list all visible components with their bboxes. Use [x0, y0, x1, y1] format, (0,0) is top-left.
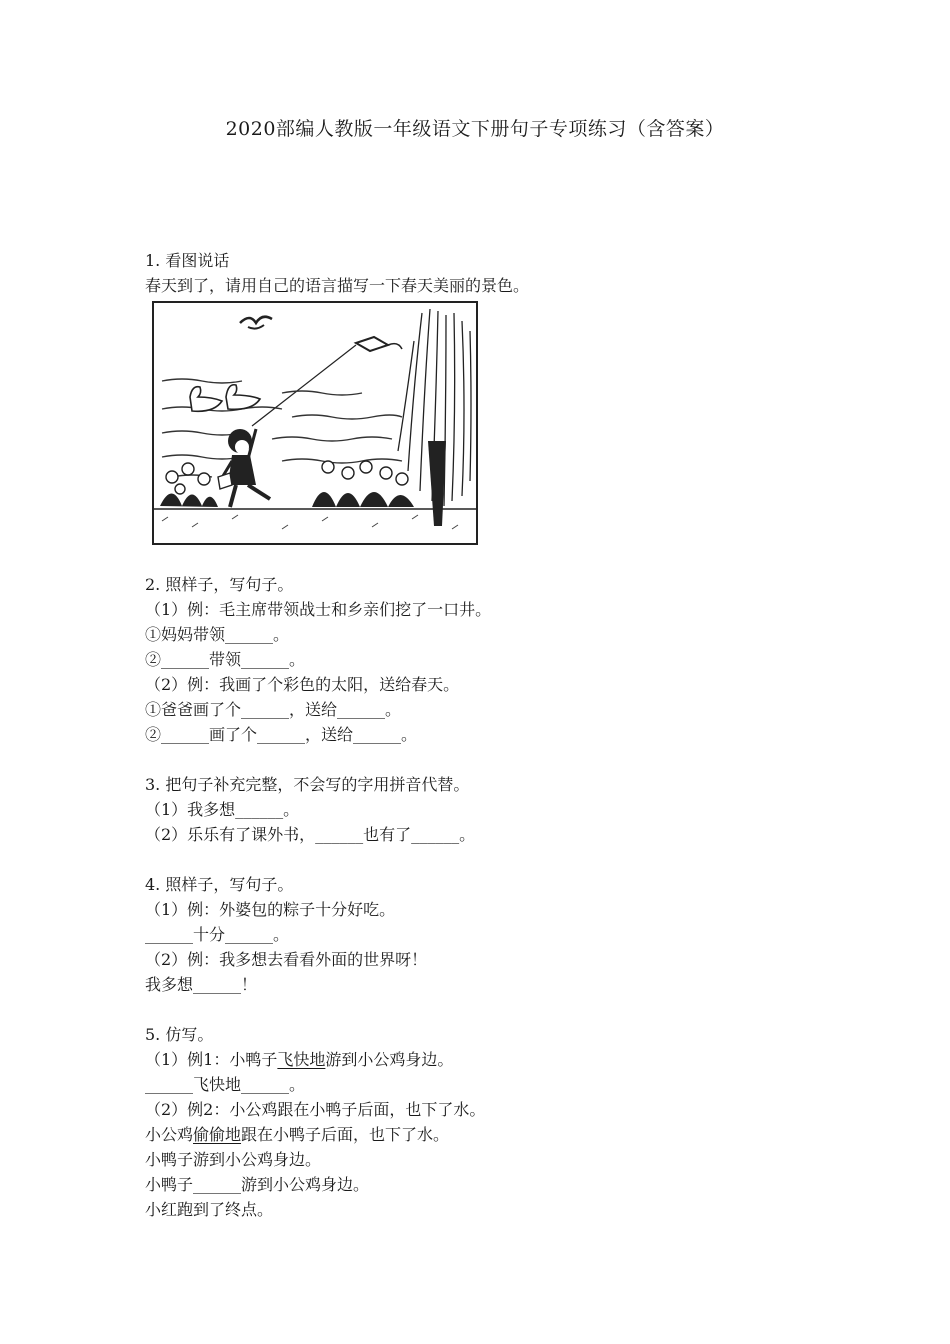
q4-exercise-1a: ______十分______。 [145, 925, 290, 944]
q1-heading: 1. 看图说话 [145, 251, 230, 270]
q5-example-1-pre: （1）例1：小鸭子 [145, 1050, 278, 1069]
q5-example-2: （2）例2：小公鸡跟在小鸭子后面，也下了水。 [145, 1100, 486, 1119]
q3-item-1: （1）我多想______。 [145, 800, 300, 819]
q5-example-2-sentence [145, 1122, 845, 1147]
q4-example-1: （1）例：外婆包的粽子十分好吃。 [145, 900, 396, 919]
q4-example-2: （2）例：我多想去看看外面的世界呀！ [145, 950, 428, 969]
q5-example-2-post: 跟在小鸭子后面，也下了水。 [241, 1125, 450, 1144]
spring-scene-picture [152, 301, 478, 545]
q2-exercise-1b: ②______带领______。 [145, 650, 306, 669]
worksheet-content [145, 248, 845, 1222]
q4-exercise-2a: 我多想______！ [145, 975, 258, 994]
q5-line-4: 小鸭子______游到小公鸡身边。 [145, 1175, 370, 1194]
q5-heading: 5. 仿写。 [145, 1025, 214, 1044]
q2-heading: 2. 照样子，写句子。 [145, 575, 294, 594]
q2-example-1: （1）例：毛主席带领战士和乡亲们挖了一口井。 [145, 600, 492, 619]
q5-example-1-post: 游到小公鸡身边。 [325, 1050, 454, 1069]
q2-exercise-1a: ①妈妈带领______。 [145, 625, 290, 644]
q5-line-3: 小鸭子游到小公鸡身边。 [145, 1150, 322, 1169]
q5-example-1-underlined: 飞快地 [277, 1050, 326, 1069]
q3-heading: 3. 把句子补充完整，不会写的字用拼音代替。 [145, 775, 470, 794]
q4-heading: 4. 照样子，写句子。 [145, 875, 294, 894]
q5-example-2-pre: 小公鸡 [145, 1125, 194, 1144]
q2-exercise-2b: ②______画了个______，送给______。 [145, 725, 418, 744]
q5-example-1 [145, 1047, 845, 1072]
q5-line-5: 小红跑到了终点。 [145, 1200, 274, 1219]
q3-item-2: （2）乐乐有了课外书，______也有了______。 [145, 825, 476, 844]
page-title: 2020部编人教版一年级语文下册句子专项练习（含答案） [225, 118, 725, 140]
q5-exercise-1a: ______飞快地______。 [145, 1075, 306, 1094]
q2-example-2: （2）例：我画了个彩色的太阳，送给春天。 [145, 675, 460, 694]
q1-prompt: 春天到了，请用自己的语言描写一下春天美丽的景色。 [145, 276, 530, 295]
q5-example-2-underlined: 偷偷地 [193, 1125, 242, 1144]
q2-exercise-2a: ①爸爸画了个______，送给______。 [145, 700, 402, 719]
